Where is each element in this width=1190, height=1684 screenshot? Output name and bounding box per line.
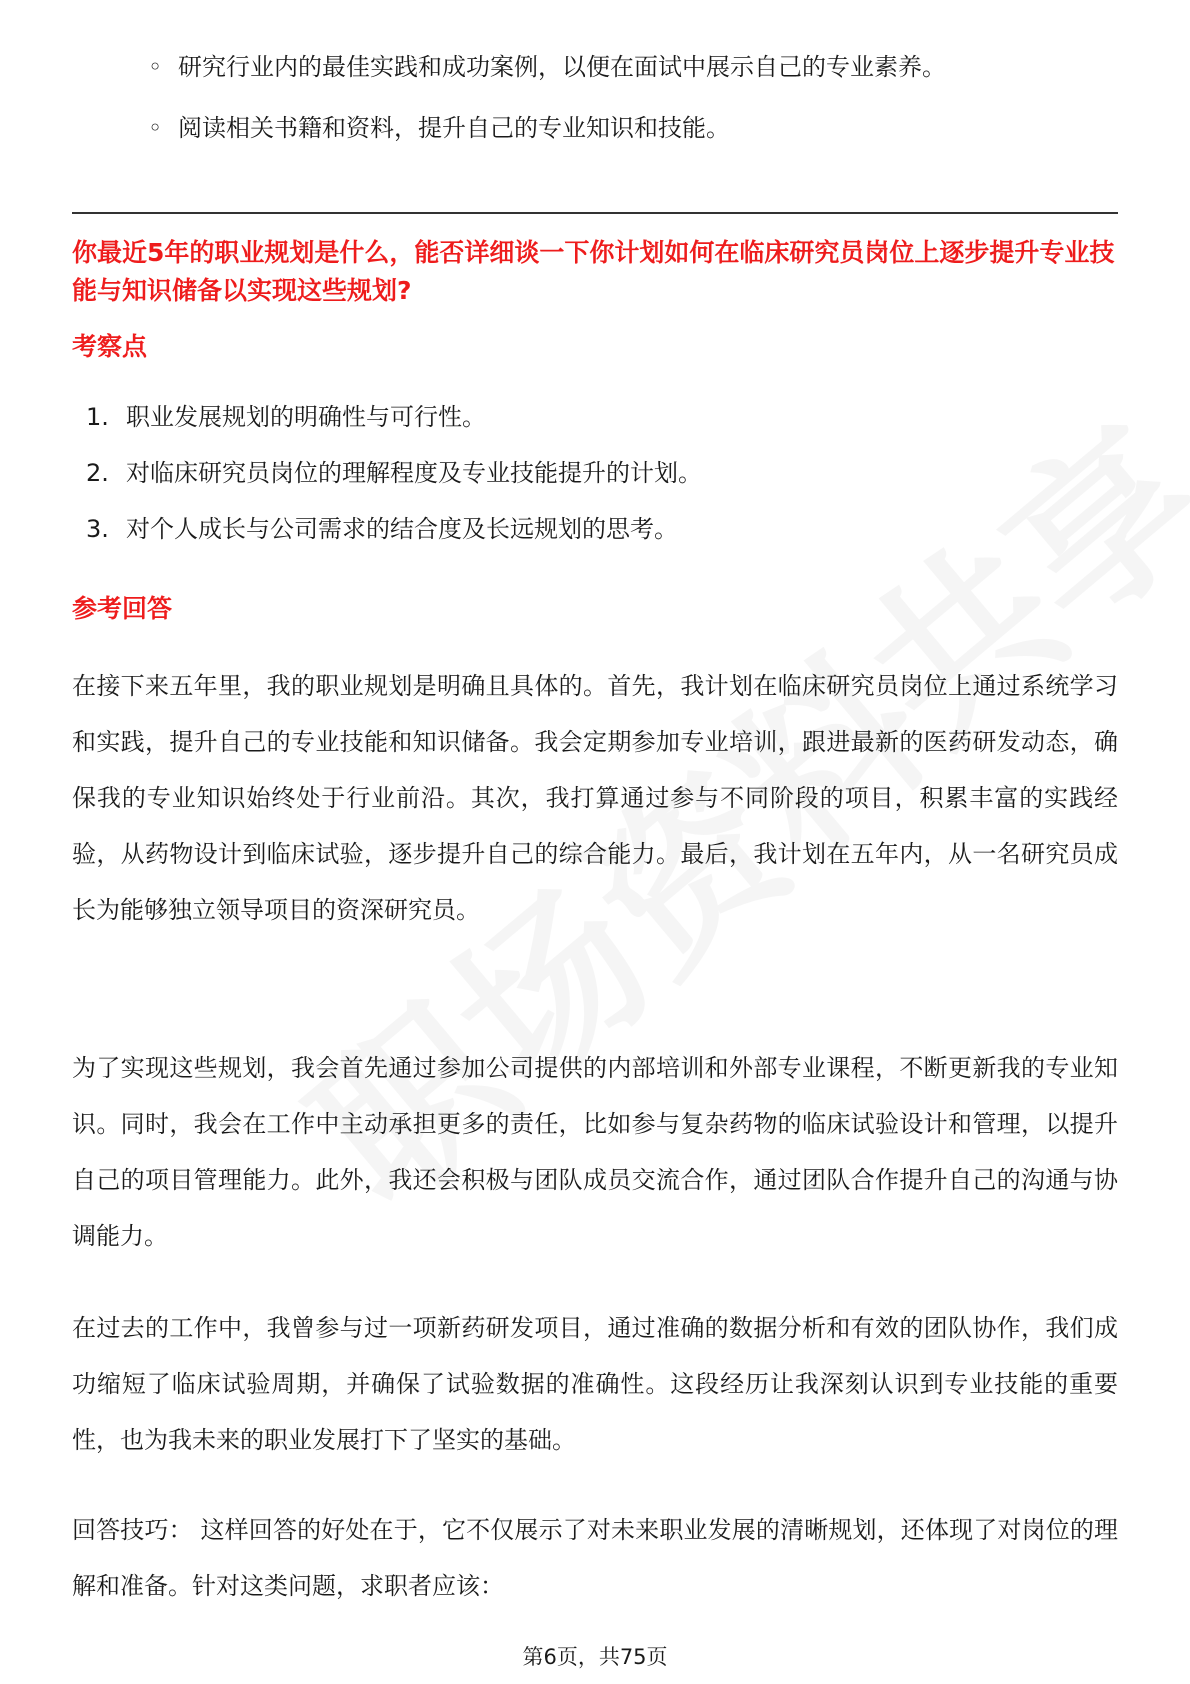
list-item — [148, 50, 1108, 84]
list-number: 1. — [86, 403, 109, 431]
bullet-icon: ◦ — [148, 114, 163, 142]
list-item-text: 阅读相关书籍和资料，提升自己的专业知识和技能。 — [178, 114, 730, 142]
list-item — [86, 400, 1086, 434]
answer-tips-paragraph: 回答技巧： 这样回答的好处在于，它不仅展示了对未来职业发展的清晰规划，还体现了对岗位的理解和准备。针对这类问题，求职者应该： — [72, 1516, 1118, 1600]
page-number-footer: 第6页，共75页 — [522, 1645, 668, 1669]
assessment-points-list — [86, 400, 1086, 568]
section-divider — [72, 212, 1118, 214]
answer-paragraph: 在过去的工作中，我曾参与过一项新药研发项目，通过准确的数据分析和有效的团队协作，我们成功缩短了临床试验周期，并确保了试验数据的准确性。这段经历让我深刻认识到专业技能的重要性，也为我未来的职业发展打下了坚实的基础。 — [72, 1314, 1118, 1454]
interview-question: 你最近5年的职业规划是什么，能否详细谈一下你计划如何在临床研究员岗位上逐步提升专业技能与知识储备以实现这些规划? — [72, 238, 1115, 305]
sub-bullet-list — [148, 50, 1108, 172]
list-number: 2. — [86, 459, 109, 487]
answer-paragraph: 在接下来五年里，我的职业规划是明确且具体的。首先，我计划在临床研究员岗位上通过系统学习和实践，提升自己的专业技能和知识储备。我会定期参加专业培训，跟进最新的医药研发动态，确保我的专业知识始终处于行业前沿。其次，我打算通过参与不同阶段的项目，积累丰富的实践经验，从药物设计到临床试验，逐步提升自己的综合能力。最后，我计划在五年内，从一名研究员成长为能够独立领导项目的资深研究员。 — [72, 672, 1118, 924]
list-item — [86, 512, 1086, 546]
list-item-text: 职业发展规划的明确性与可行性。 — [126, 403, 486, 431]
answer-heading: 参考回答 — [72, 594, 173, 623]
list-item-text: 对临床研究员岗位的理解程度及专业技能提升的计划。 — [126, 459, 702, 487]
assessment-heading: 考察点 — [72, 332, 148, 361]
list-item — [148, 111, 1108, 145]
list-item-text: 对个人成长与公司需求的结合度及长远规划的思考。 — [126, 515, 678, 543]
list-item — [86, 456, 1086, 490]
bullet-icon: ◦ — [148, 53, 163, 81]
list-item-text: 研究行业内的最佳实践和成功案例，以便在面试中展示自己的专业素养。 — [178, 53, 946, 81]
list-number: 3. — [86, 515, 109, 543]
answer-paragraph: 为了实现这些规划，我会首先通过参加公司提供的内部培训和外部专业课程，不断更新我的专业知识。同时，我会在工作中主动承担更多的责任，比如参与复杂药物的临床试验设计和管理，以提升自己的项目管理能力。此外，我还会积极与团队成员交流合作，通过团队合作提升自己的沟通与协调能力。 — [72, 1054, 1118, 1250]
